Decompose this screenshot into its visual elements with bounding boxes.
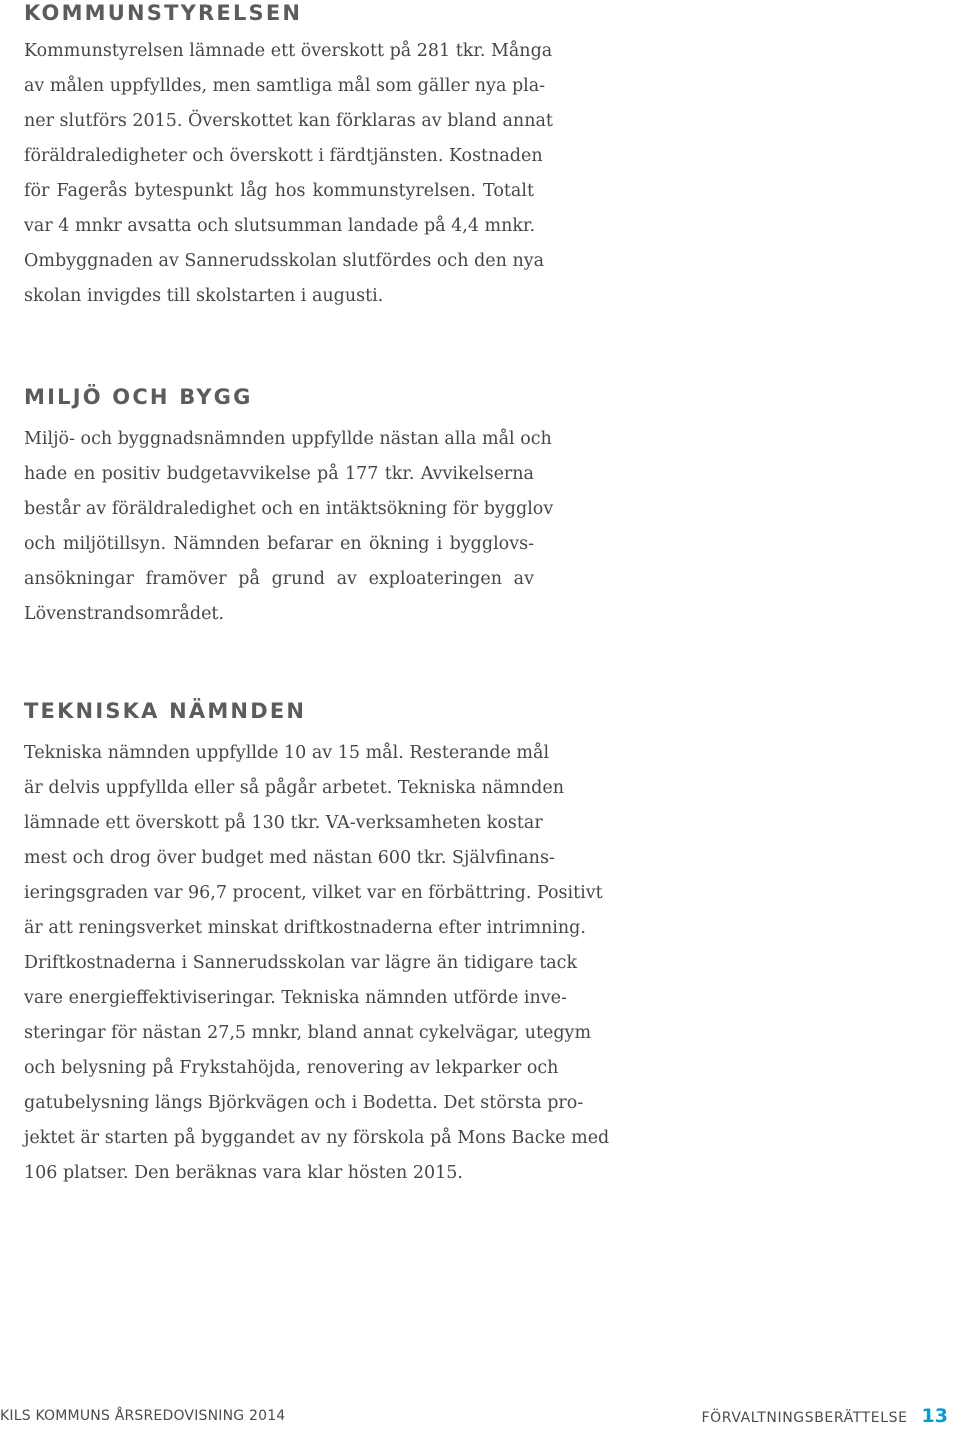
text-line: Lövenstrandsområdet. xyxy=(24,604,225,624)
page-number: 13 xyxy=(921,1405,948,1427)
text-line: Kommunstyrelsen lämnade ett överskott på 281 tkr. Många xyxy=(24,41,553,61)
text-line: steringar för nästan 27,5 mnkr, bland annat cykelvägar, utegym xyxy=(24,1023,592,1043)
text-line: ieringsgraden var 96,7 procent, vilket var en förbättring. Positivt xyxy=(24,883,603,903)
text-line: består av föräldraledighet och en intäktsökning för bygglov xyxy=(24,499,554,519)
text-line: är delvis uppfyllda eller så pågår arbetet. Tekniska nämnden xyxy=(24,778,565,798)
text-line: Miljö- och byggnadsnämnden uppfyllde nästan alla mål och xyxy=(24,429,552,449)
footer-publication-title: KILS KOMMUNS ÅRSREDOVISNING 2014 xyxy=(0,1408,286,1424)
text-line: skolan invigdes till skolstarten i augusti. xyxy=(24,286,384,306)
section-heading-kommunstyrelsen: KOMMUNSTYRELSEN xyxy=(24,1,303,25)
footer-right xyxy=(701,1406,948,1428)
text-line: vare energieffektiviseringar. Tekniska nämnden utförde inve- xyxy=(24,988,567,1008)
text-line: Tekniska nämnden uppfyllde 10 av 15 mål. Resterande mål xyxy=(24,743,550,763)
text-line: för Fagerås bytespunkt låg hos kommunstyrelsen. Totalt xyxy=(24,181,534,201)
text-line: gatubelysning längs Björkvägen och i Bodetta. Det största pro- xyxy=(24,1093,584,1113)
text-line: föräldraledigheter och överskott i färdtjänsten. Kostnaden xyxy=(24,146,543,166)
section-heading-miljo-och-bygg: MILJÖ OCH BYGG xyxy=(24,385,253,409)
text-line: mest och drog över budget med nästan 600 tkr. Självfinans- xyxy=(24,848,555,868)
text-line: av målen uppfylldes, men samtliga mål som gäller nya pla- xyxy=(24,76,546,96)
text-line: jektet är starten på byggandet av ny förskola på Mons Backe med xyxy=(24,1128,610,1148)
text-line: Ombyggnaden av Sannerudsskolan slutfördes och den nya xyxy=(24,251,545,271)
text-line: är att reningsverket minskat driftkostnaderna efter intrimning. xyxy=(24,918,586,938)
section-heading-tekniska-namnden: TEKNISKA NÄMNDEN xyxy=(24,699,307,723)
section-body-kommunstyrelsen xyxy=(24,34,553,314)
text-line: och miljötillsyn. Nämnden befarar en ökning i bygglovs- xyxy=(24,534,534,554)
text-line: var 4 mnkr avsatta och slutsumman landade på 4,4 mnkr. xyxy=(24,216,536,236)
footer-section-title: FÖRVALTNINGSBERÄTTELSE xyxy=(701,1410,908,1426)
text-line: och belysning på Frykstahöjda, renovering av lekparker och xyxy=(24,1058,559,1078)
text-line: Driftkostnaderna i Sannerudsskolan var lägre än tidigare tack xyxy=(24,953,578,973)
text-line: ansökningar framöver på grund av exploateringen av xyxy=(24,569,534,589)
text-line: ner slutförs 2015. Överskottet kan förklaras av bland annat xyxy=(24,111,553,131)
text-line: lämnade ett överskott på 130 tkr. VA-verksamheten kostar xyxy=(24,813,543,833)
text-line: 106 platser. Den beräknas vara klar hösten 2015. xyxy=(24,1163,463,1183)
section-body-miljo-och-bygg xyxy=(24,422,554,632)
section-body-tekniska-namnden xyxy=(24,736,610,1191)
text-line: hade en positiv budgetavvikelse på 177 tkr. Avvikelserna xyxy=(24,464,534,484)
